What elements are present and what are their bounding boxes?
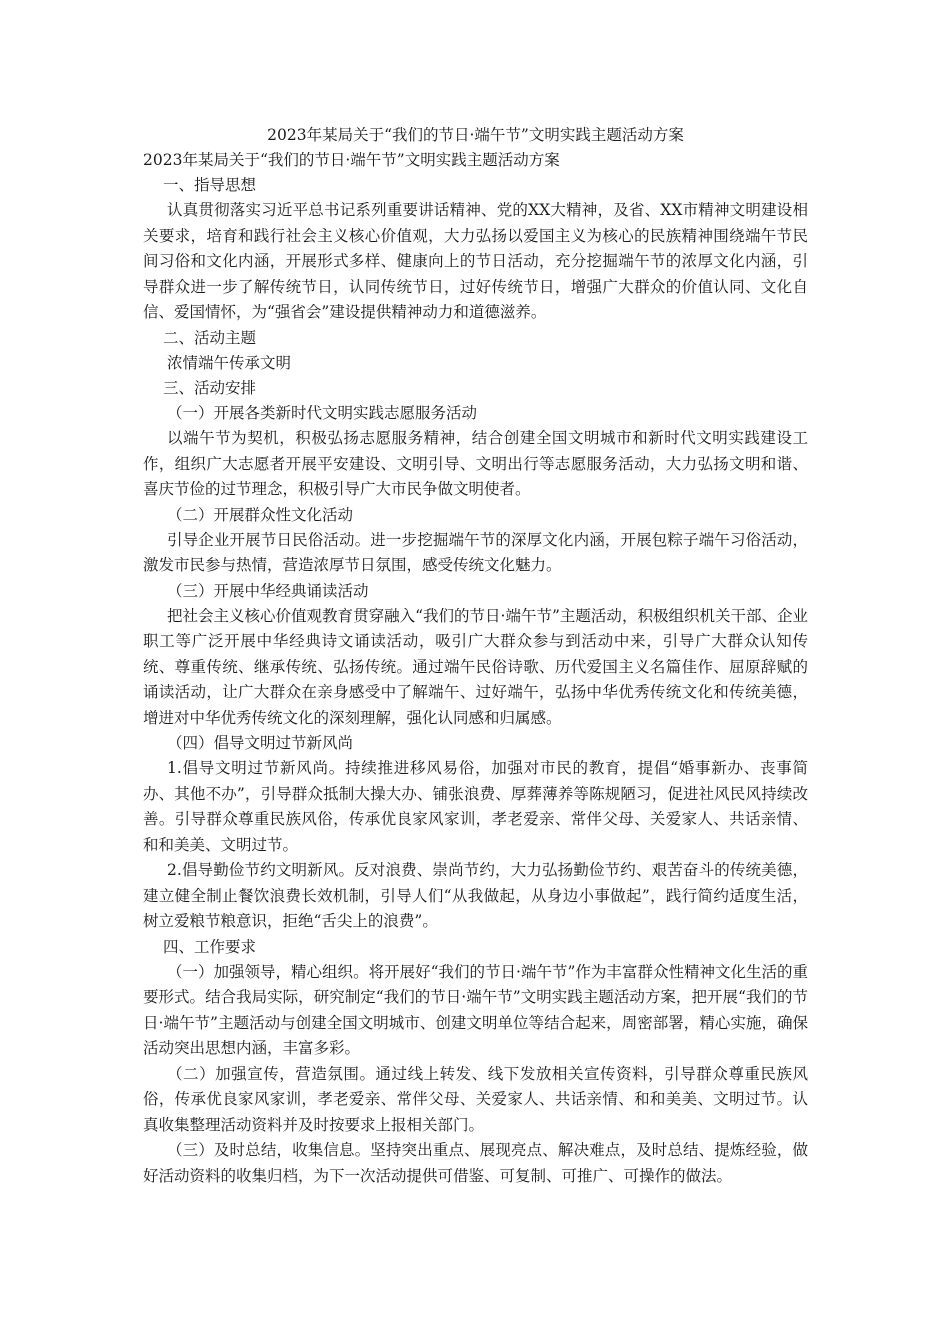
subsection-heading: （四）倡导文明过节新风尚	[167, 734, 354, 752]
subsection-heading: （三）开展中华经典诵读活动	[167, 581, 369, 600]
paragraph: 以端午节为契机，积极弘扬志愿服务精神，结合创建全国文明城市和新时代文明实践建设工作，组织广大志愿者开展平安建设、文明引导、文明出行等志愿服务活动，大力弘扬文明和谐、喜庆节俭的过节理念，积极引导广大市民争做文明使者。	[143, 429, 808, 498]
paragraph: 引导企业开展节日民俗活动。进一步挖掘端午节的深厚文化内涵，开展包粽子端午习俗活动，激发市民参与热情，营造浓厚节日氛围，感受传统文化魅力。	[143, 530, 808, 574]
paragraph: 2.倡导勤俭节约文明新风。反对浪费、崇尚节约，大力弘扬勤俭节约、艰苦奋斗的传统美德，建立健全制止餐饮浪费长效机制，引导人们“从我做起，从身边小事做起”，践行简约适度生活，树立爱粮节粮意识，拒绝“舌尖上的浪费”。	[143, 861, 808, 930]
subsection-heading: （二）开展群众性文化活动	[167, 505, 354, 524]
paragraph: 把社会主义核心价值观教育贯穿融入“我们的节日·端午节”主题活动，积极组织机关干部、企业职工等广泛开展中华经典诗文诵读活动，吸引广大群众参与到活动中来，引导广大群众认知传统、尊重传统、继承传统、弘扬传统。通过端午民俗诗歌、历代爱国主义名篇佳作、屈原辞赋的诵读活动，让广大群众在亲身感受中了解端午、过好端午，弘扬中华优秀传统文化和传统美德，增进对中华优秀传统文化的深刻理解，强化认同感和归属感。	[143, 606, 808, 727]
subsection-heading: （一）开展各类新时代文明实践志愿服务活动	[167, 404, 478, 422]
paragraph: （一）加强领导，精心组织。将开展好“我们的节日·端午节”作为丰富群众性精神文化生活的重要形式。结合我局实际，研究制定“我们的节日·端午节”文明实践主题活动方案，把开展“我们的节日·端午节”主题活动与创建全国文明城市、创建文明单位等结合起来，周密部署，精心实施，确保活动突出思想内涵，丰富多彩。	[143, 962, 808, 1057]
document-page	[143, 122, 808, 1189]
section-heading-2: 二、活动主题	[163, 328, 257, 347]
paragraph: 浓情端午传承文明	[167, 353, 292, 372]
paragraph: 认真贯彻落实习近平总书记系列重要讲话精神、党的XX大精神，及省、XX市精神文明建设相关要求，培育和践行社会主义核心价值观，大力弘扬以爱国主义为核心的民族精神围绕端午节民间习俗和文化内涵，开展形式多样、健康向上的节日活动，充分挖掘端午节的浓厚文化内涵，引导群众进一步了解传统节日，认同传统节日，过好传统节日，增强广大群众的价值认同、文化自信、爱国情怀，为“强省会”建设提供精神动力和道德滋养。	[143, 201, 808, 321]
document-subtitle: 2023年某局关于“我们的节日·端午节”文明实践主题活动方案	[143, 151, 560, 169]
document-title: 2023年某局关于“我们的节日·端午节”文明实践主题活动方案	[267, 126, 684, 144]
paragraph: （二）加强宣传，营造氛围。通过线上转发、线下发放相关宣传资料，引导群众尊重民族风俗，传承优良家风家训，孝老爱亲、常伴父母、关爱家人、共话亲情、和和美美、文明过节。认真收集整理活动资料并及时按要求上报相关部门。	[143, 1064, 808, 1134]
paragraph: 1.倡导文明过节新风尚。持续推进移风易俗，加强对市民的教育，提倡“婚事新办、丧事简办、其他不办”，引导群众抵制大操大办、铺张浪费、厚葬薄养等陈规陋习，促进社风民风持续改善。引导群众尊重民族风俗，传承优良家风家训，孝老爱亲、常伴父母、关爱家人、共话亲情、和和美美、文明过节。	[143, 759, 808, 854]
section-heading-1: 一、指导思想	[163, 176, 257, 194]
paragraph: （三）及时总结，收集信息。坚持突出重点、展现亮点、解决难点，及时总结、提炼经验，做好活动资料的收集归档，为下一次活动提供可借鉴、可复制、可推广、可操作的做法。	[143, 1141, 808, 1185]
section-heading-4: 四、工作要求	[163, 937, 257, 956]
section-heading-3: 三、活动安排	[163, 379, 257, 397]
